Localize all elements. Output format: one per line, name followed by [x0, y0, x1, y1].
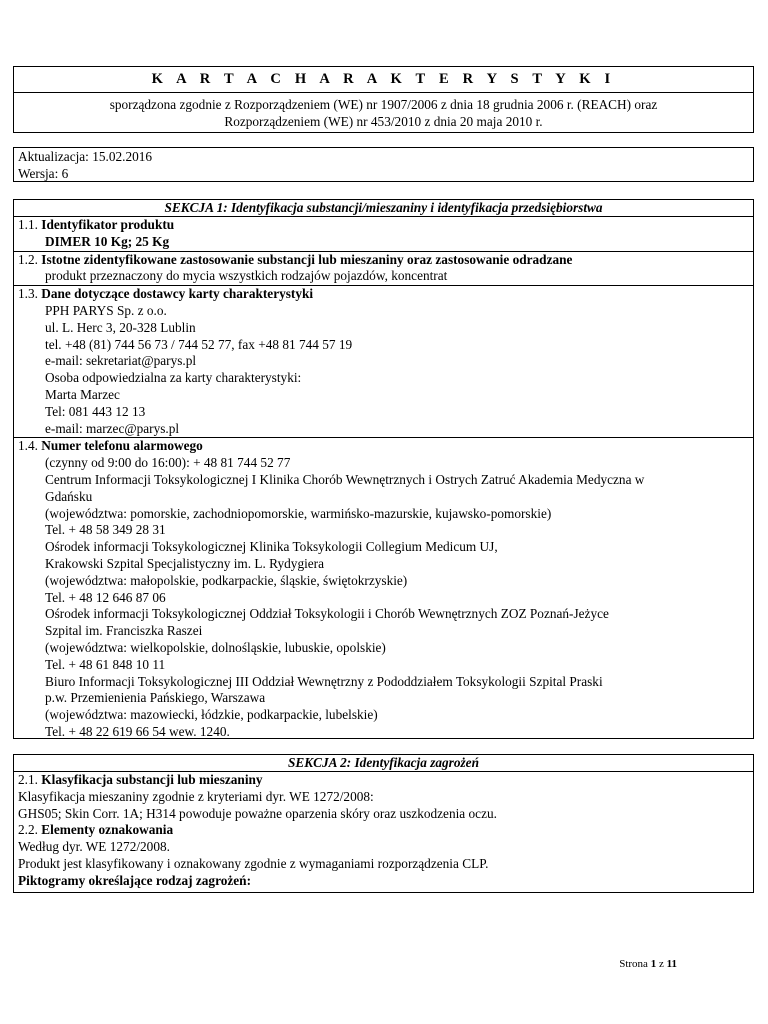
row-1-1-title: Identyfikator produktu — [41, 217, 175, 232]
classification-line: GHS05; Skin Corr. 1A; H314 powoduje poważne oparzenia skóry oraz uszkodzenia oczu. — [18, 805, 497, 821]
emergency-line: Tel. + 48 22 619 66 54 wew. 1240. — [45, 723, 230, 739]
page-footer — [619, 956, 677, 973]
classification-line: Klasyfikacja mieszaniny zgodnie z kryteriami dyr. WE 1272/2008: — [18, 788, 374, 804]
row-1-4-number: 1.4. — [18, 438, 38, 454]
supplier-line: Osoba odpowiedzialna za karty charakterystyki: — [45, 370, 302, 386]
document-subtitle — [14, 93, 753, 130]
labelling-line: Produkt jest klasyfikowany i oznakowany zgodnie z wymaganiami rozporządzenia CLP. — [18, 855, 489, 871]
update-date: Aktualizacja: 15.02.2016 — [18, 149, 153, 164]
row-1-2-number: 1.2. — [18, 251, 38, 267]
row-1-1-number: 1.1. — [18, 217, 38, 232]
supplier-line: tel. +48 (81) 744 56 73 / 744 52 77, fax +48 81 744 57 19 — [45, 336, 353, 352]
row-1-3 — [14, 286, 753, 438]
document-title: K A R T A C H A R A K T E R Y S T Y K I — [14, 67, 753, 93]
row-2-2-number: 2.2. — [18, 822, 38, 838]
supplier-line: Marta Marzec — [45, 386, 120, 402]
row-1-1 — [14, 217, 753, 252]
supplier-line: ul. L. Herc 3, 20-328 Lublin — [45, 319, 196, 335]
supplier-line: Tel: 081 443 12 13 — [45, 403, 146, 419]
emergency-line: (województwa: wielkopolskie, dolnośląskie, lubuskie, opolskie) — [45, 639, 386, 655]
emergency-line: (województwa: małopolskie, podkarpackie, śląskie, świętokrzyskie) — [45, 572, 408, 588]
emergency-line: Tel. + 48 58 349 28 31 — [45, 522, 166, 538]
page-of: z — [656, 958, 667, 970]
section-1-title: SEKCJA 1: Identyfikacja substancji/mieszaniny i identyfikacja przedsiębiorstwa — [14, 200, 753, 217]
row-2-1-number: 2.1. — [18, 772, 38, 787]
section-2-body — [14, 772, 753, 890]
product-use: produkt przeznaczony do mycia wszystkich rodzajów pojazdów, koncentrat — [45, 268, 448, 284]
update-info — [13, 147, 754, 182]
section-1 — [13, 199, 754, 739]
emergency-line: Tel. + 48 61 848 10 11 — [45, 656, 166, 672]
page-number: 1 — [650, 958, 657, 970]
supplier-line: PPH PARYS Sp. z o.o. — [45, 302, 167, 318]
emergency-line: (czynny od 9:00 do 16:00): + 48 81 744 52 77 — [45, 455, 291, 471]
supplier-email: e-mail: marzec@parys.pl — [45, 420, 180, 436]
row-2-1-title: Klasyfikacja substancji lub mieszaniny — [41, 772, 263, 787]
labelling-line: Według dyr. WE 1272/2008. — [18, 839, 170, 855]
row-1-3-number: 1.3. — [18, 286, 38, 302]
pictograms-title: Piktogramy określające rodzaj zagrożeń: — [18, 872, 252, 888]
subtitle-line-2: Rozporządzeniem (WE) nr 453/2010 z dnia 20 maja 2010 r. — [224, 114, 543, 129]
row-1-2-title: Istotne zidentyfikowane zastosowanie substancji lub mieszaniny oraz zastosowanie odradzane — [41, 251, 573, 267]
section-2-title: SEKCJA 2: Identyfikacja zagrożeń — [14, 755, 753, 772]
row-1-4-title: Numer telefonu alarmowego — [41, 438, 203, 454]
emergency-line: Ośrodek informacji Toksykologicznej Oddział Toksykologii i Chorób Wewnętrznych ZOZ Poznań-Jeżyce — [45, 606, 609, 622]
emergency-line: (województwa: mazowiecki, łódzkie, podkarpackie, lubelskie) — [45, 707, 378, 723]
row-1-3-title: Dane dotyczące dostawcy karty charakterystyki — [41, 286, 314, 302]
emergency-line: Krakowski Szpital Specjalistyczny im. L. Rydygiera — [45, 555, 325, 571]
document-header — [13, 66, 754, 133]
emergency-line: Centrum Informacji Toksykologicznej I Klinika Chorób Wewnętrznych i Ostrych Zatruć Akademia Medyczna w — [45, 471, 645, 487]
product-identifier: DIMER 10 Kg; 25 Kg — [45, 233, 170, 249]
subtitle-line-1: sporządzona zgodnie z Rozporządzeniem (WE) nr 1907/2006 z dnia 18 grudnia 2006 r. (REACH) oraz — [109, 97, 658, 112]
emergency-line: Gdańsku — [45, 488, 93, 504]
emergency-line: Tel. + 48 12 646 87 06 — [45, 589, 166, 605]
emergency-line: Biuro Informacji Toksykologicznej III Oddział Wewnętrzny z Pododdziałem Toksykologii Szpital Praski — [45, 673, 603, 689]
page-prefix: Strona — [619, 958, 651, 970]
emergency-line: Szpital im. Franciszka Raszei — [45, 623, 203, 639]
emergency-line: (województwa: pomorskie, zachodniopomorskie, warmińsko-mazurskie, kujawsko-pomorskie) — [45, 505, 552, 521]
emergency-line: Ośrodek informacji Toksykologicznej Klinika Toksykologii Collegium Medicum UJ, — [45, 539, 498, 555]
section-2 — [13, 754, 754, 893]
version: Wersja: 6 — [18, 165, 69, 181]
page-total: 11 — [666, 958, 677, 970]
row-1-4 — [14, 438, 753, 740]
emergency-line: p.w. Przemienienia Pańskiego, Warszawa — [45, 690, 266, 706]
row-2-2-title: Elementy oznakowania — [41, 822, 174, 838]
row-1-2 — [14, 252, 753, 287]
supplier-email: e-mail: sekretariat@parys.pl — [45, 353, 197, 369]
